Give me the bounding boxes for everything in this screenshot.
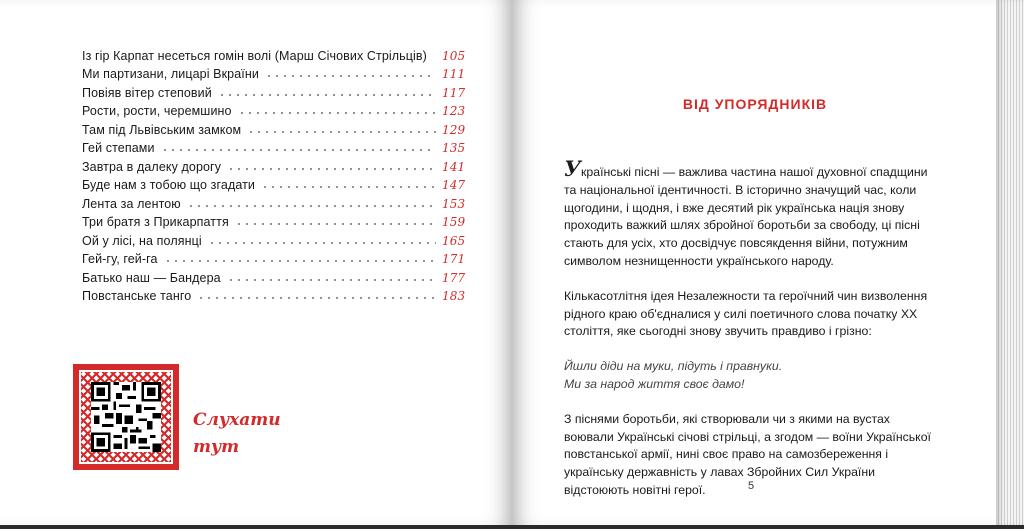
toc-page-number: 159: [442, 215, 466, 229]
toc-title: Лента за лентою: [82, 196, 181, 211]
toc-entry[interactable]: [82, 192, 466, 211]
toc-entry[interactable]: [82, 211, 466, 230]
toc-entry[interactable]: [82, 81, 466, 100]
verse-line-2: Ми за народ життя своє дамо!: [564, 376, 745, 391]
toc-entry[interactable]: [82, 63, 466, 82]
toc-title: Три братя з Прикарпаття: [82, 215, 229, 229]
verse-quote: [564, 358, 940, 394]
left-page: [0, 0, 512, 525]
toc-leader-dots: [218, 94, 436, 96]
toc-title: Батько наш — Бандера: [82, 270, 221, 285]
toc-leader-dots: [265, 75, 436, 77]
toc-title: Гей-гу, гей-га: [82, 252, 158, 266]
toc-leader-dots: [261, 186, 436, 188]
paragraph-1: Українські пісні — важлива частина нашої духовної спадщини та національної ідентичності. В історично значущий час, коли щогодини, і щодня, і вже десятий рік українська нація знову проходить важкий шлях збройної боротьби за свободу, ці пісні стають для усіх, хто досвідчує повсякдення війни, потужним символом незнищенности українського народу.: [564, 156, 928, 268]
toc-entry[interactable]: [82, 229, 466, 248]
qr-ornament-frame: [73, 364, 179, 470]
toc-page-number: 147: [442, 178, 466, 192]
verse-line-1: Йшли діди на муки, підуть і правнуки.: [564, 359, 783, 374]
toc-page-number: 171: [442, 252, 466, 266]
toc-page-number: 117: [442, 85, 466, 100]
toc-leader-dots: [235, 223, 436, 225]
toc-title: Повіяв вітер степовий: [82, 85, 212, 100]
toc-page-number: 135: [442, 141, 466, 155]
foreword-text: [564, 156, 940, 517]
toc-entry[interactable]: [82, 118, 466, 137]
toc-title: Буде нам з тобою що згадати: [82, 178, 256, 192]
toc-leader-dots: [433, 57, 436, 59]
listen-here-label: Слухати тут: [193, 410, 281, 457]
toc-page-number: 105: [442, 48, 466, 63]
toc-entry[interactable]: [82, 285, 466, 304]
table-of-contents: [82, 44, 466, 303]
toc-leader-dots: [208, 242, 436, 244]
toc-leader-dots: [187, 205, 436, 207]
toc-title: Там під Львівським замком: [82, 122, 242, 137]
toc-page-number: 177: [442, 270, 466, 285]
toc-entry[interactable]: [82, 137, 466, 156]
toc-page-number: 129: [442, 122, 466, 137]
toc-page-number: 153: [442, 196, 466, 211]
page-number: 5: [748, 480, 755, 492]
qr-code-icon[interactable]: [91, 382, 161, 452]
toc-title: Ми партизани, лицарі Вкраїни: [82, 67, 259, 81]
toc-leader-dots: [161, 149, 436, 151]
section-heading: ВІД УПОРЯДНИКІВ: [682, 96, 828, 112]
toc-entry[interactable]: [82, 100, 466, 119]
toc-title: Завтра в далеку дорогу: [82, 159, 222, 174]
toc-entry[interactable]: [82, 44, 466, 63]
toc-title: Ой у лісі, на полянці: [82, 233, 202, 248]
drop-cap: У: [564, 156, 582, 181]
toc-page-number: 111: [442, 67, 466, 81]
toc-entry[interactable]: [82, 266, 466, 285]
toc-title: Повстанське танго: [82, 289, 192, 303]
toc-page-number: 165: [442, 233, 466, 248]
paragraph-2: Кількасотлітня ідея Незалежности та героїчний чин визволення рідного краю об'єдналися у силі поетичного слова початку XX століття, яке сьогодні знову звучить правдиво і грізно:: [564, 288, 928, 339]
toc-entry[interactable]: [82, 174, 466, 193]
toc-leader-dots: [197, 297, 436, 299]
toc-entry[interactable]: [82, 155, 466, 174]
toc-title: Гей степами: [82, 141, 155, 155]
toc-title: Із гір Карпат несеться гомін волі (Марш Січових Стрільців): [82, 48, 427, 63]
toc-page-number: 123: [442, 104, 466, 118]
toc-page-number: 141: [442, 159, 466, 174]
page-edges: [996, 0, 1024, 525]
toc-entry[interactable]: [82, 248, 466, 267]
toc-leader-dots: [247, 131, 436, 133]
toc-leader-dots: [238, 112, 436, 114]
toc-page-number: 183: [442, 289, 466, 303]
toc-leader-dots: [164, 260, 436, 262]
toc-leader-dots: [227, 168, 436, 170]
paragraph-3: З піснями боротьби, які створювали чи з якими на вустах воювали Українські січові стрільці, а згодом — воїни Української повстанської армії, нині своє право на самозбереження і українську державність у лавах Збройних Сил України відстоюють новітні герої.: [564, 411, 931, 497]
toc-title: Рости, рости, черемшино: [82, 104, 232, 118]
toc-leader-dots: [227, 279, 436, 281]
